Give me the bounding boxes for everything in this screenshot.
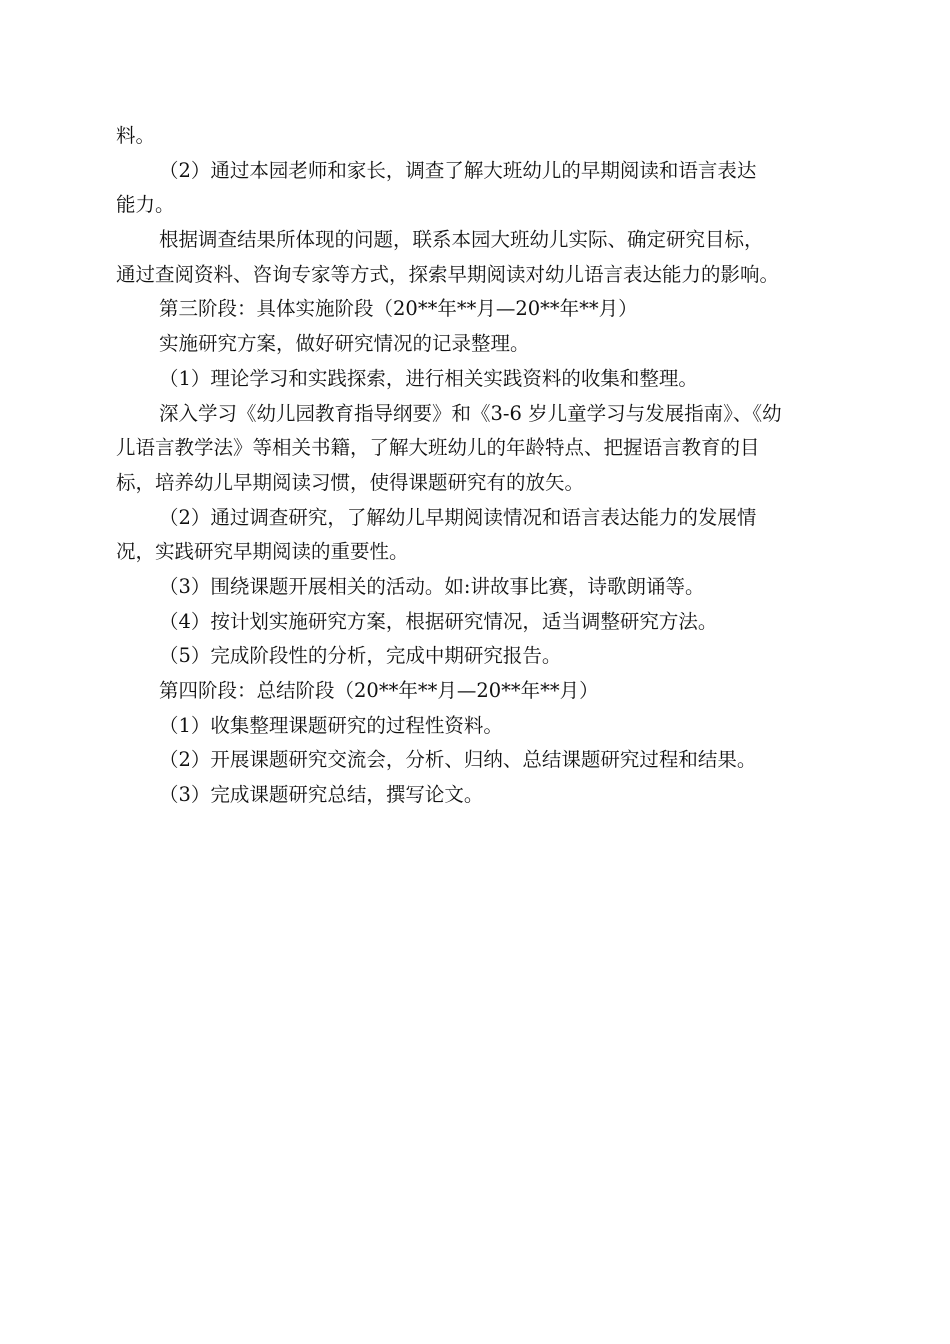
text-line: 通过查阅资料、咨询专家等方式，探索早期阅读对幼儿语言表达能力的影响。 [116,262,780,286]
list-item: （2）通过调查研究，了解幼儿早期阅读情况和语言表达能力的发展情 [159,505,757,529]
text-line: 根据调查结果所体现的问题，联系本园大班幼儿实际、确定研究目标， [159,228,764,252]
text-line: （2）通过本园老师和家长，调查了解大班幼儿的早期阅读和语言表达 [159,158,757,182]
list-item: （2）开展课题研究交流会，分析、归纳、总结课题研究过程和结果。 [159,748,757,772]
text-line: 实施研究方案，做好研究情况的记录整理。 [159,332,530,356]
section-heading-stage-4: 第四阶段：总结阶段（20**年**月—20**年**月） [159,679,599,702]
list-item: （5）完成阶段性的分析，完成中期研究报告。 [159,644,562,668]
list-item: （4）按计划实施研究方案，根据研究情况，适当调整研究方法。 [159,609,718,633]
list-item: （1）收集整理课题研究的过程性资料。 [159,713,503,737]
text-line: 深入学习《幼儿园教育指导纲要》和《3-6 岁儿童学习与发展指南》、《幼 [159,401,782,425]
list-item: （1）理论学习和实践探索，进行相关实践资料的收集和整理。 [159,366,698,390]
text-line: 标，培养幼儿早期阅读习惯，使得课题研究有的放矢。 [116,470,585,494]
list-item: （3）围绕课题开展相关的活动。如:讲故事比赛，诗歌朗诵等。 [159,574,705,598]
text-line: 能力。 [116,193,175,217]
text-line: 儿语言教学法》等相关书籍，了解大班幼儿的年龄特点、把握语言教育的目 [116,436,760,460]
section-heading-stage-3: 第三阶段：具体实施阶段（20**年**月—20**年**月） [159,297,638,321]
text-line: 况，实践研究早期阅读的重要性。 [116,540,409,564]
text-line: 料。 [116,124,156,147]
list-item: （3）完成课题研究总结，撰写论文。 [159,783,484,807]
document-body [116,119,840,813]
